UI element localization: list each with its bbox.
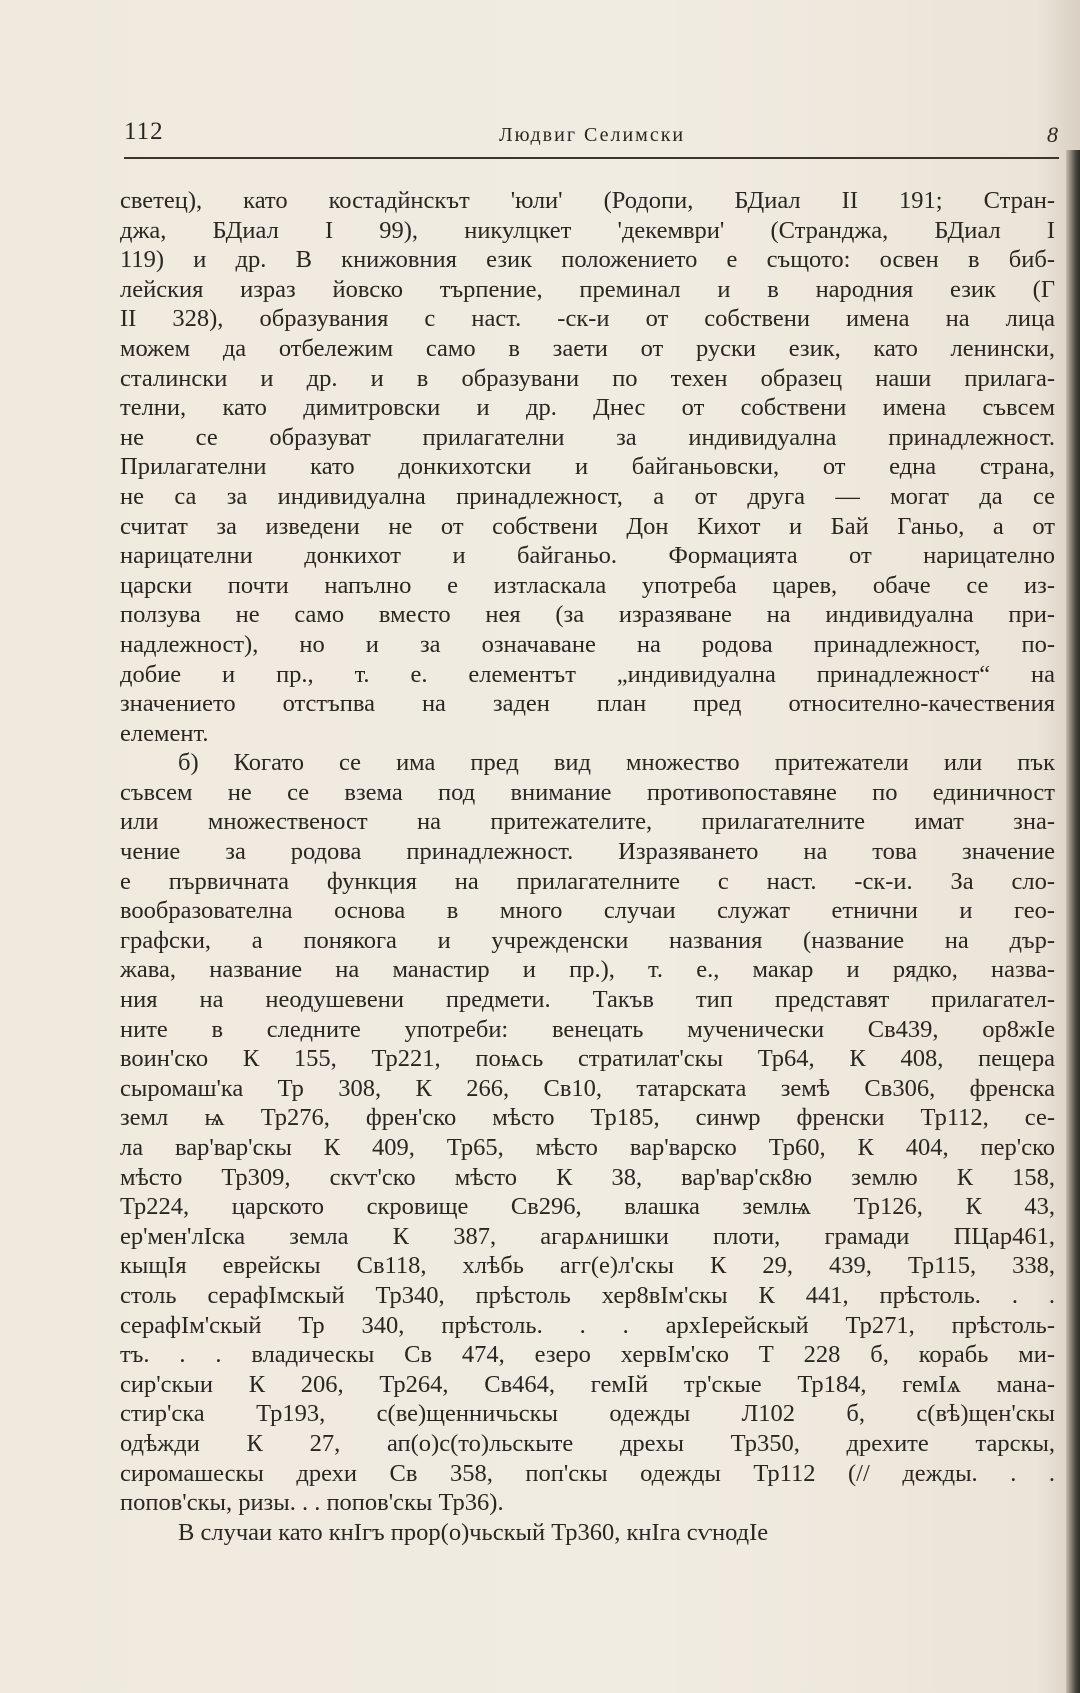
text-line: съвсем не се взема под внимание противопоставяне по единичност xyxy=(120,778,1055,806)
text-line: б) Когато се има пред вид множество притежатели или пък xyxy=(178,749,1055,777)
text-line: лейския израз йовско търпение, преминал и в народния език (Г xyxy=(120,275,1055,303)
text-line: ния на неодушевени предмети. Такъв тип представят прилагател- xyxy=(120,986,1055,1014)
text-line: тъ. . . владическы Св 474, езеро хервIм'ско Т 228 б, корабь ми- xyxy=(120,1341,1055,1369)
text-line: сыромаш'ка Тр 308, К 266, Св10, татарската земѣ Св306, френска xyxy=(120,1074,1055,1102)
paragraph xyxy=(120,748,1055,1517)
running-title: Людвиг Селимски xyxy=(499,124,686,146)
text-line: надлежност), но и за означаване на родова принадлежност, по- xyxy=(120,630,1055,658)
text-line: жава, название на манастир и пр.), т. е., макар и рядко, назва- xyxy=(120,956,1055,984)
text-line: мѣсто Тр309, скѵт'ско мѣсто К 38, вар'вар'ск8ю землю К 158, xyxy=(120,1163,1055,1191)
paragraph xyxy=(120,1518,1055,1548)
text-line: графски, а понякога и учрежденски названия (название на дър- xyxy=(120,926,1055,954)
page-header xyxy=(124,118,1064,154)
text-line: ла вар'вар'скы К 409, Тр65, мѣсто вар'варско Тр60, К 404, пер'ско xyxy=(120,1134,1055,1161)
text-line: земл ѩ Тр276, френ'ско мѣсто Тр185, синѡр френски Тр112, се- xyxy=(120,1104,1055,1132)
text-line: кыщIя еврейскы Св118, хлѣбь агг(е)л'скы К 29, 439, Тр115, 338, xyxy=(120,1252,1055,1280)
header-rule xyxy=(124,157,1059,159)
text-line: одѣжди К 27, ап(о)с(то)льскыте дрехы Тр350, дрехите тарскы, xyxy=(120,1429,1055,1457)
text-line: значението отстъпва на заден план пред относително-качествения xyxy=(120,690,1055,718)
text-line: 119) и др. В книжовния език положението е същото: освен в биб- xyxy=(120,246,1055,274)
text-line: чение за родова принадлежност. Изразяването на това значение xyxy=(120,838,1055,866)
text-line: сталински и др. и в образувани по техен образец наши прилага- xyxy=(120,364,1055,392)
text-line: считат за изведени не от собствени Дон Кихот и Бай Ганьо, а от xyxy=(120,512,1055,540)
text-line: е първичната функция на прилагателните с наст. -ск-и. За сло- xyxy=(120,867,1055,895)
text-line: джа, БДиал I 99), никулцкет 'декември' (Странджа, БДиал I xyxy=(120,216,1055,244)
text-line: Прилагателни като донкихотски и байганьовски, от една страна, xyxy=(120,453,1055,481)
text-line: вообразователна основа в много случаи служат етнични и гео- xyxy=(120,897,1055,925)
text-line: ните в следните употреби: венецать мученически Св439, ор8жIе xyxy=(120,1015,1055,1043)
text-line: сир'скыи К 206, Тр264, Св464, гемIй тр'скые Тр184, гемIѧ мана- xyxy=(120,1370,1055,1398)
text-line: воин'ско К 155, Тр221, поѩсь стратилат'скы Тр64, К 408, пещера xyxy=(120,1045,1055,1073)
text-line: сиромашескы дрехи Св 358, поп'скы одежды Тр112 (// дежды. . . xyxy=(120,1459,1055,1487)
text-line: В случаи като кнIгъ прор(о)чьскый Тр360, кнIга сѵнодIе xyxy=(178,1518,769,1546)
paragraph xyxy=(120,186,1055,748)
corner-mark: 8 xyxy=(1047,122,1058,147)
page-edge-shadow xyxy=(1066,150,1080,1693)
text-line: стир'ска Тр193, с(ве)щенничьскы одежды Л102 б, с(вѣ)щен'скы xyxy=(120,1400,1055,1428)
text-line: не са за индивидуална принадлежност, а от друга — могат да се xyxy=(120,482,1055,510)
text-line: ползува не само вместо нея (за изразяване на индивидуална при- xyxy=(120,601,1055,629)
text-line: добие и пр., т. е. елементът „индивидуална принадлежност“ на xyxy=(120,660,1055,688)
text-line: столь серафIмскый Тр340, прѣстоль хер8вIм'скы К 441, прѣстоль. . . xyxy=(120,1281,1055,1309)
text-line: ер'мен'лIска земла К 387, агарѧнишки плоти, грамади ПЦар461, xyxy=(120,1222,1055,1250)
text-line: серафIм'скый Тр 340, прѣстоль. . . архIерейскый Тр271, прѣстоль- xyxy=(120,1311,1055,1339)
text-line: можем да отбележим само в заети от руски език, като ленински, xyxy=(120,334,1055,362)
text-line: или множественост на притежателите, прилагателните имат зна- xyxy=(120,808,1055,836)
page-number: 112 xyxy=(124,118,164,145)
text-line: попов'скы, ризы. . . попов'скы Тр36). xyxy=(120,1489,504,1517)
text-line: телни, като димитровски и др. Днес от собствени имена съвсем xyxy=(120,394,1055,422)
text-line: нарицателни донкихот и байганьо. Формацията от нарицателно xyxy=(120,542,1055,570)
text-line: II 328), образувания с наст. -ск-и от собствени имена на лица xyxy=(120,305,1055,333)
text-line: не се образуват прилагателни за индивидуална принадлежност. xyxy=(120,423,1055,451)
text-line: елемент. xyxy=(120,719,209,747)
body-text xyxy=(120,186,1055,1547)
text-line: Тр224, царското скровище Св296, влашка землѩ Тр126, К 43, xyxy=(120,1193,1055,1221)
text-line: царски почти напълно е изтласкала употреба царев, обаче се из- xyxy=(120,571,1055,599)
text-line: светец), като костадйнскът 'юли' (Родопи, БДиал II 191; Стран- xyxy=(120,187,1055,214)
